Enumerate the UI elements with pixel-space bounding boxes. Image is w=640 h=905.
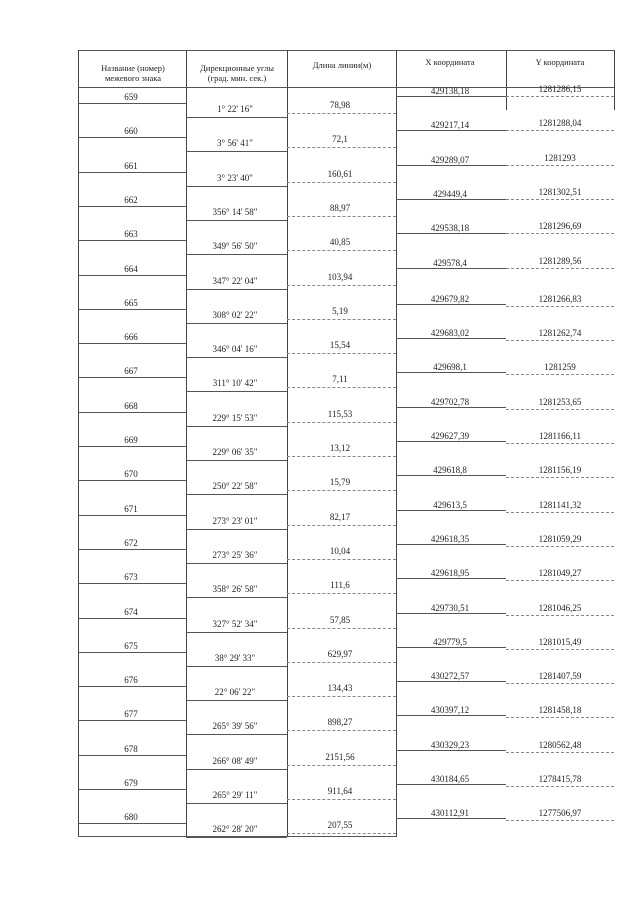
row-rule <box>78 789 186 790</box>
y-coordinate: 1281293 <box>544 152 576 163</box>
row-rule <box>186 597 287 598</box>
row-rule <box>186 666 287 667</box>
row-rule <box>287 113 396 114</box>
row-rule <box>506 306 614 307</box>
y-coordinate: 1281407,59 <box>538 671 582 682</box>
row-rule <box>186 220 287 221</box>
y-coordinate: 1281262,74 <box>538 328 582 339</box>
x-coordinate: 429217,14 <box>430 120 470 131</box>
x-coordinate: 429627,39 <box>430 431 470 441</box>
row-rule <box>396 96 506 97</box>
x-coordinate: 429679,82 <box>430 293 470 304</box>
row-rule <box>78 583 186 584</box>
header-length: Длина линии(м) <box>312 60 372 70</box>
line-length: 57,85 <box>329 614 351 625</box>
row-rule <box>287 319 396 320</box>
y-coordinate: 1281302,51 <box>538 186 582 197</box>
row-rule <box>396 338 506 339</box>
row-rule <box>78 652 186 653</box>
header-y: Y координата <box>535 57 585 67</box>
direction-angle: 3° 56' 41" <box>217 138 253 149</box>
column-rule <box>506 50 507 110</box>
row-rule <box>78 618 186 619</box>
row-rule <box>506 649 614 650</box>
line-length: 15,79 <box>329 477 351 488</box>
direction-angle: 358° 26' 58" <box>212 584 258 595</box>
column-rule <box>396 50 397 837</box>
row-rule <box>186 563 287 564</box>
row-rule <box>287 490 396 491</box>
row-rule <box>287 628 396 629</box>
x-coordinate: 429702,78 <box>430 396 470 407</box>
y-coordinate: 1281289,56 <box>538 255 582 266</box>
row-rule <box>396 715 506 716</box>
row-rule <box>396 268 506 269</box>
row-rule <box>396 130 506 131</box>
point-name: 671 <box>124 503 138 514</box>
direction-angle: 3° 23' 40" <box>217 172 253 183</box>
row-rule <box>78 240 186 241</box>
point-name: 663 <box>124 229 138 240</box>
row-rule <box>186 494 287 495</box>
x-coordinate: 429138,18 <box>430 86 470 96</box>
row-rule <box>287 833 396 834</box>
row-rule <box>186 254 287 255</box>
point-name: 677 <box>124 709 138 720</box>
row-rule <box>396 475 506 476</box>
point-name: 667 <box>124 366 138 377</box>
direction-angle: 1° 22' 16" <box>217 104 253 114</box>
y-coordinate: 1277506,97 <box>538 808 582 819</box>
row-rule <box>396 750 506 751</box>
direction-angle: 311° 10' 42" <box>212 378 258 389</box>
row-rule <box>186 357 287 358</box>
row-rule <box>186 700 287 701</box>
line-length: 82,17 <box>329 511 351 522</box>
line-length: 5,19 <box>332 305 348 316</box>
line-length: 88,97 <box>329 202 351 213</box>
row-rule <box>78 549 186 550</box>
point-name: 678 <box>124 743 138 754</box>
row-rule <box>506 96 614 97</box>
direction-angle: 38° 29' 33" <box>214 652 256 663</box>
direction-angle: 273° 23' 01" <box>212 515 258 526</box>
direction-angle: 265° 29' 11" <box>212 790 258 800</box>
y-coordinate: 1281059,29 <box>538 533 582 544</box>
direction-angle: 265° 39' 56" <box>212 721 258 732</box>
point-name: 670 <box>124 469 138 480</box>
x-coordinate: 429618,35 <box>430 533 470 544</box>
y-coordinate: 1281286,15 <box>538 84 582 94</box>
line-length: 911,64 <box>327 786 353 796</box>
row-rule <box>186 460 287 461</box>
row-rule <box>396 304 506 305</box>
row-rule <box>396 372 506 373</box>
table-top-border <box>78 50 614 51</box>
row-rule <box>396 544 506 545</box>
point-name: 669 <box>124 435 138 445</box>
row-rule <box>186 529 287 530</box>
row-rule <box>396 199 506 200</box>
line-length: 13,12 <box>329 443 351 453</box>
row-rule <box>287 387 396 388</box>
line-length: 72,1 <box>332 134 348 145</box>
row-rule <box>287 456 396 457</box>
row-rule <box>506 615 614 616</box>
x-coordinate: 430272,57 <box>430 671 470 682</box>
x-coordinate: 429538,18 <box>430 223 470 234</box>
row-rule <box>396 818 506 819</box>
row-rule <box>186 186 287 187</box>
x-coordinate: 429618,95 <box>430 568 470 579</box>
row-rule <box>78 412 186 413</box>
x-coordinate: 430397,12 <box>430 705 470 716</box>
row-rule <box>287 182 396 183</box>
y-coordinate: 1278415,78 <box>538 774 582 784</box>
row-rule <box>396 441 506 442</box>
direction-angle: 266° 08' 49" <box>212 755 258 766</box>
line-length: 160,61 <box>327 168 353 179</box>
row-rule <box>506 130 614 131</box>
row-rule <box>506 477 614 478</box>
column-rule <box>186 50 187 837</box>
row-rule <box>287 353 396 354</box>
row-rule <box>506 820 614 821</box>
row-rule <box>506 512 614 513</box>
row-rule <box>186 734 287 735</box>
x-coordinate: 429698,1 <box>433 362 467 373</box>
point-name: 672 <box>124 537 138 548</box>
row-rule <box>287 696 396 697</box>
row-rule <box>287 216 396 217</box>
line-length: 7,11 <box>332 374 348 385</box>
line-length: 898,27 <box>327 717 353 728</box>
direction-angle: 356° 14' 58" <box>212 206 258 217</box>
direction-angle: 349° 56' 50" <box>212 241 258 252</box>
line-length: 103,94 <box>327 271 353 282</box>
y-coordinate: 1281046,25 <box>538 602 582 613</box>
y-coordinate: 1281288,04 <box>538 118 582 129</box>
row-rule <box>396 647 506 648</box>
point-name: 676 <box>124 675 138 686</box>
y-coordinate: 1280562,48 <box>538 739 582 750</box>
x-coordinate: 429683,02 <box>430 328 470 339</box>
row-rule <box>396 407 506 408</box>
row-rule <box>287 593 396 594</box>
x-coordinate: 429578,4 <box>433 257 467 268</box>
direction-angle: 229° 15' 53" <box>212 412 258 423</box>
row-rule <box>287 422 396 423</box>
point-name: 660 <box>124 126 138 137</box>
row-rule <box>506 233 614 234</box>
row-rule <box>186 117 287 118</box>
point-name: 668 <box>124 400 138 411</box>
line-length: 78,98 <box>329 100 351 110</box>
row-rule <box>506 374 614 375</box>
line-length: 134,43 <box>327 683 353 694</box>
direction-angle: 346° 04' 16" <box>212 344 258 355</box>
point-name: 674 <box>124 606 138 617</box>
column-rule <box>614 50 615 110</box>
row-rule <box>287 662 396 663</box>
row-rule <box>78 823 186 824</box>
line-length: 111,6 <box>330 580 350 591</box>
row-rule <box>287 285 396 286</box>
x-coordinate: 430112,91 <box>431 808 469 819</box>
row-rule <box>186 632 287 633</box>
row-rule <box>78 515 186 516</box>
row-rule <box>506 752 614 753</box>
line-length: 115,53 <box>327 408 353 419</box>
row-rule <box>186 769 287 770</box>
row-rule <box>78 309 186 310</box>
direction-angle: 308° 02' 22" <box>212 309 258 320</box>
direction-angle: 250° 22' 58" <box>212 481 258 492</box>
header-name: Название (номер) межевого знака <box>101 63 165 83</box>
direction-angle: 22° 06' 22" <box>214 687 256 698</box>
y-coordinate: 1281259 <box>544 362 576 373</box>
point-name: 675 <box>124 640 138 651</box>
direction-angle: 229° 06' 35" <box>212 447 258 457</box>
row-rule <box>506 580 614 581</box>
point-name: 680 <box>124 812 138 823</box>
table-bottom-border <box>78 836 396 837</box>
row-rule <box>186 151 287 152</box>
row-rule <box>287 765 396 766</box>
row-rule <box>506 409 614 410</box>
header-angle: Дирекционные углы (град. мин. сек.) <box>200 63 274 83</box>
y-coordinate: 1281049,27 <box>538 568 582 579</box>
header-x: X координата <box>425 57 475 67</box>
point-name: 662 <box>124 194 138 205</box>
row-rule <box>186 803 287 804</box>
row-rule <box>78 343 186 344</box>
x-coordinate: 429779,5 <box>433 636 467 647</box>
row-rule <box>78 480 186 481</box>
row-rule <box>506 199 614 200</box>
point-name: 673 <box>124 572 138 583</box>
point-name: 661 <box>124 160 138 171</box>
row-rule <box>78 103 186 104</box>
row-rule <box>186 837 287 838</box>
row-rule <box>78 206 186 207</box>
line-length: 207,55 <box>327 820 353 831</box>
row-rule <box>396 784 506 785</box>
line-length: 2151,56 <box>325 751 355 762</box>
point-name: 664 <box>124 263 138 274</box>
row-rule <box>287 730 396 731</box>
y-coordinate: 1281015,49 <box>538 636 582 647</box>
direction-angle: 327° 52' 34" <box>212 618 258 629</box>
y-coordinate: 1281253,65 <box>538 396 582 407</box>
y-coordinate: 1281296,69 <box>538 221 582 232</box>
row-rule <box>506 268 614 269</box>
x-coordinate: 429618,8 <box>433 465 467 476</box>
row-rule <box>78 275 186 276</box>
line-length: 629,97 <box>327 648 353 659</box>
row-rule <box>78 446 186 447</box>
point-name: 679 <box>124 778 138 788</box>
row-rule <box>396 613 506 614</box>
row-rule <box>186 289 287 290</box>
y-coordinate: 1281266,83 <box>538 293 582 304</box>
row-rule <box>186 391 287 392</box>
row-rule <box>506 165 614 166</box>
row-rule <box>506 717 614 718</box>
x-coordinate: 430329,23 <box>430 739 470 750</box>
line-length: 15,54 <box>329 340 351 351</box>
x-coordinate: 429730,51 <box>430 602 470 613</box>
row-rule <box>78 720 186 721</box>
y-coordinate: 1281166,11 <box>538 431 582 441</box>
row-rule <box>78 172 186 173</box>
row-rule <box>506 443 614 444</box>
x-coordinate: 429613,5 <box>433 499 467 510</box>
row-rule <box>506 683 614 684</box>
row-rule <box>78 137 186 138</box>
x-coordinate: 430184,65 <box>430 774 470 784</box>
y-coordinate: 1281156,19 <box>538 465 582 476</box>
point-name: 659 <box>124 92 138 102</box>
direction-angle: 273° 25' 36" <box>212 549 258 560</box>
row-rule <box>506 786 614 787</box>
row-rule <box>396 165 506 166</box>
point-name: 666 <box>124 332 138 343</box>
point-name: 665 <box>124 297 138 308</box>
row-rule <box>287 250 396 251</box>
direction-angle: 262° 28' 20" <box>212 824 258 835</box>
direction-angle: 347° 22' 04" <box>212 275 258 286</box>
line-length: 10,04 <box>329 545 351 556</box>
row-rule <box>506 546 614 547</box>
row-rule <box>287 147 396 148</box>
x-coordinate: 429449,4 <box>433 188 467 199</box>
row-rule <box>396 510 506 511</box>
row-rule <box>396 681 506 682</box>
row-rule <box>78 686 186 687</box>
row-rule <box>287 799 396 800</box>
line-length: 40,85 <box>329 237 351 248</box>
row-rule <box>186 323 287 324</box>
y-coordinate: 1281458,18 <box>538 705 582 716</box>
row-rule <box>506 340 614 341</box>
row-rule <box>78 377 186 378</box>
y-coordinate: 1281141,32 <box>538 499 582 510</box>
row-rule <box>396 578 506 579</box>
row-rule <box>396 233 506 234</box>
row-rule <box>287 559 396 560</box>
row-rule <box>186 426 287 427</box>
row-rule <box>287 525 396 526</box>
row-rule <box>78 755 186 756</box>
x-coordinate: 429289,07 <box>430 154 470 165</box>
